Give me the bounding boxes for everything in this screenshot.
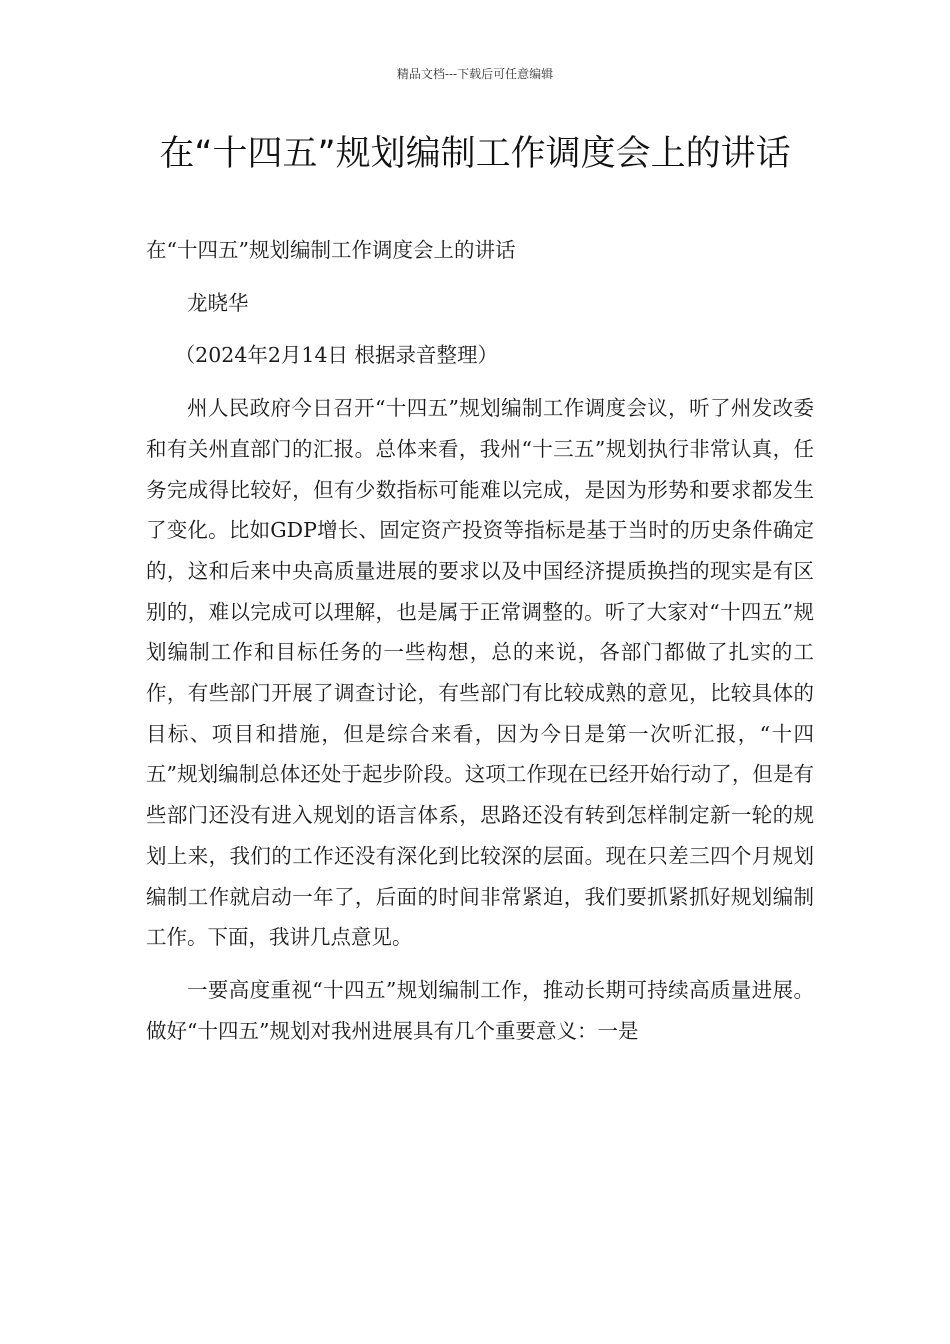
- speaker-name: 龙晓华: [187, 290, 249, 315]
- document-body: [146, 230, 814, 1063]
- paragraph-1: 州人民政府今日召开“十四五”规划编制工作调度会议，听了州发改委和有关州直部门的汇报。总体来看，我州“十三五”规划执行非常认真，任务完成得比较好，但有少数指标可能难以完成，是因为形势和要求都发生了变化。比如GDP增长、固定资产投资等指标是基于当时的历史条件确定的，这和后来中央高质量进展的要求以及中国经济提质换挡的现实是有区别的，难以完成可以理解，也是属于正常调整的。听了大家对“十四五”规划编制工作和目标任务的一些构想，总的来说，各部门都做了扎实的工作，有些部门开展了调查讨论，有些部门有比较成熟的意见，比较具体的目标、项目和措施，但是综合来看，因为今日是第一次听汇报，“十四五”规划编制总体还处于起步阶段。这项工作现在已经开始行动了，但是有些部门还没有进入规划的语言体系，思路还没有转到怎样制定新一轮的规划上来，我们的工作还没有深化到比较深的层面。现在只差三四个月规划编制工作就启动一年了，后面的时间非常紧迫，我们要抓紧抓好规划编制工作。下面，我讲几点意见。: [146, 396, 814, 950]
- date-note: （2024年2月14日 根据录音整理）: [174, 343, 499, 368]
- document-title: 在“十四五”规划编制工作调度会上的讲话: [159, 134, 791, 174]
- document-subtitle: 在“十四五”规划编制工作调度会上的讲话: [146, 238, 516, 262]
- header-note: 精品文档---下载后可任意编辑: [396, 67, 554, 81]
- paragraph-2: 一要高度重视“十四五”规划编制工作，推动长期可持续高质量进展。做好“十四五”规划对我州进展具有几个重要意义：一是: [146, 977, 814, 1043]
